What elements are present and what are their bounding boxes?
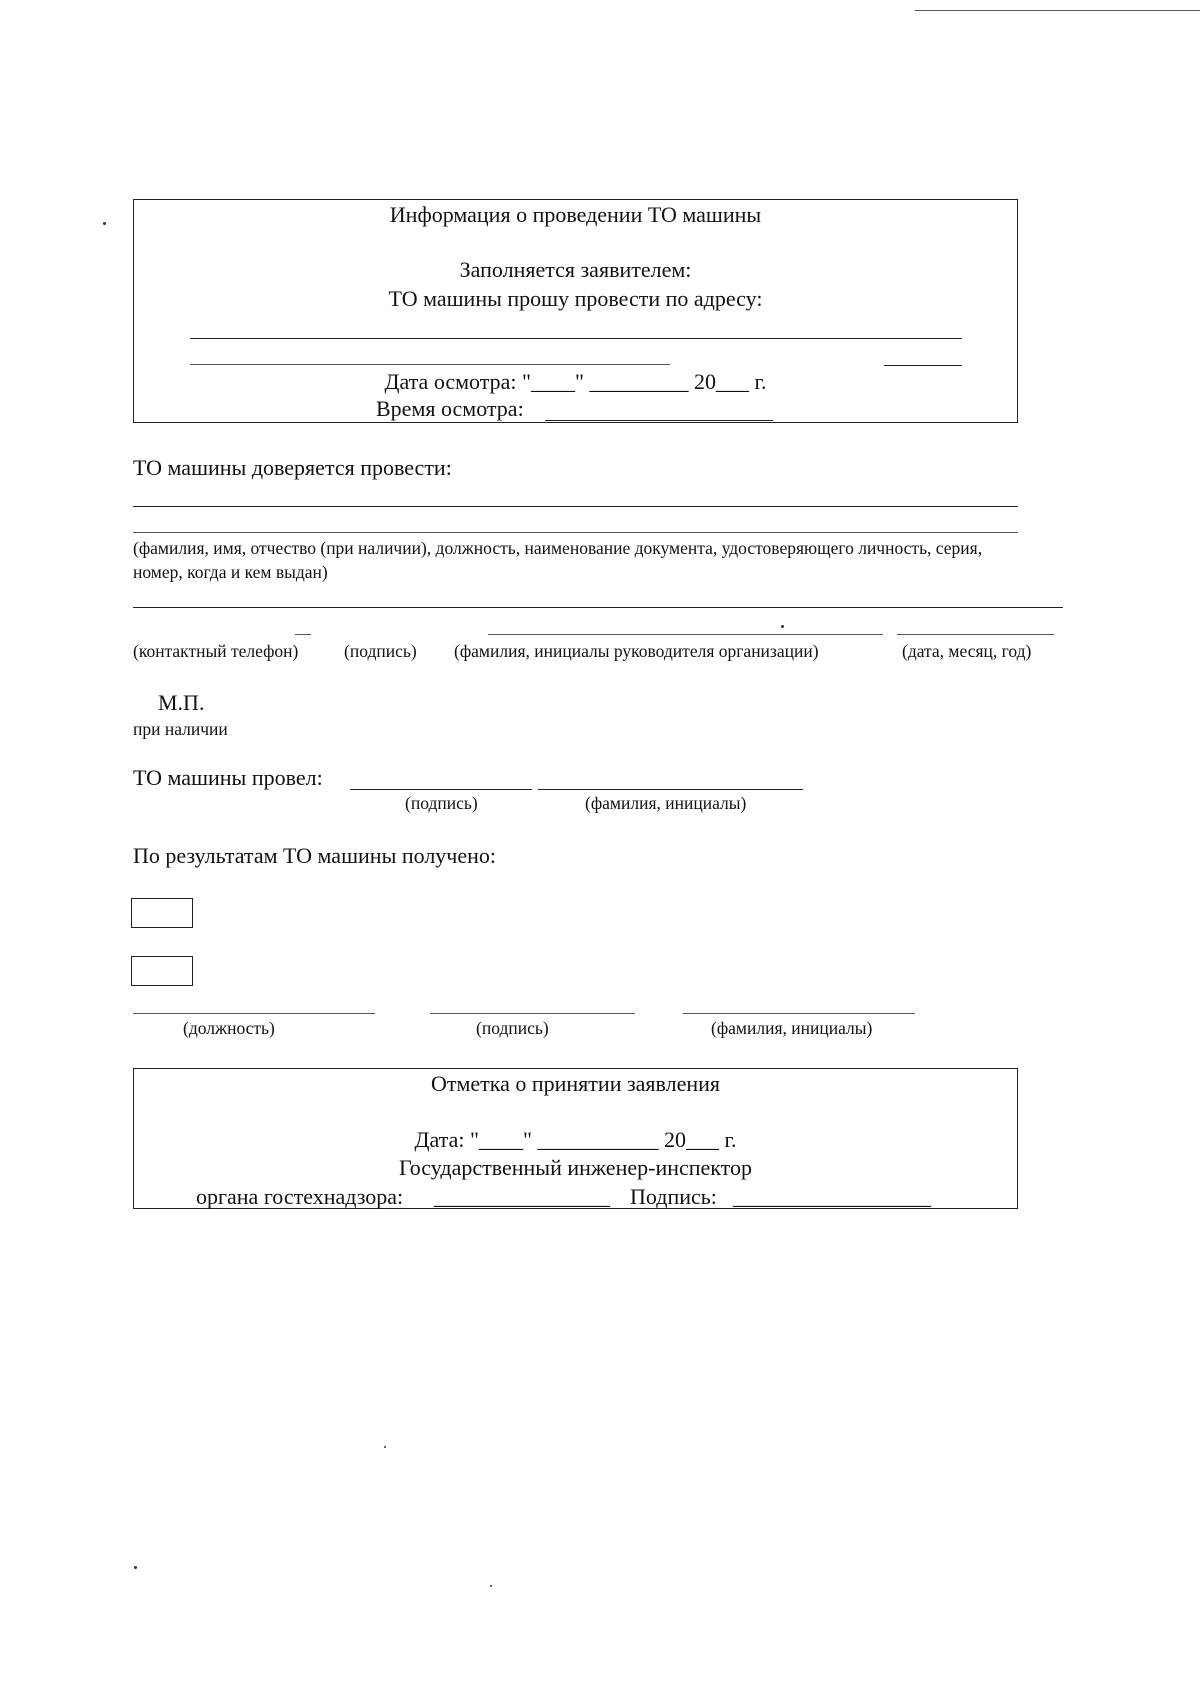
performed-caption-name: (фамилия, инициалы) xyxy=(585,793,747,813)
date-field[interactable] xyxy=(897,634,1054,635)
stamp-mp: М.П. xyxy=(158,690,205,715)
caption-date: (дата, месяц, год) xyxy=(902,641,1032,661)
scan-speck xyxy=(781,625,784,628)
caption-phone: (контактный телефон) xyxy=(133,641,299,661)
result-checkbox-2[interactable] xyxy=(131,956,193,986)
acceptance-date-label: Дата: "____" ___________ 20___ г. xyxy=(414,1127,737,1152)
signature-label: Подпись: xyxy=(630,1184,717,1209)
official-caption-signature: (подпись) xyxy=(476,1018,549,1038)
performed-caption-signature: (подпись) xyxy=(405,793,478,813)
caption-signature: (подпись) xyxy=(344,641,417,661)
filled-by-label: Заполняется заявителем: xyxy=(459,257,692,282)
address-field-line-2[interactable] xyxy=(190,364,670,365)
performed-name-field[interactable] xyxy=(538,789,803,790)
stamp-if-any: при наличии xyxy=(133,719,228,739)
info-box-title: Информация о проведении ТО машины xyxy=(389,202,762,227)
official-caption-name: (фамилия, инициалы) xyxy=(711,1018,873,1038)
organ-field[interactable]: ________________ xyxy=(434,1184,610,1209)
address-field-line-2-end[interactable] xyxy=(884,365,962,366)
official-position-field[interactable] xyxy=(133,1013,375,1014)
official-signature-field[interactable] xyxy=(430,1013,635,1014)
head-name-field[interactable] xyxy=(488,634,883,635)
inspector-label: Государственный инженер-инспектор xyxy=(398,1155,753,1180)
acceptance-title: Отметка о принятии заявления xyxy=(430,1071,721,1096)
trust-label: ТО машины доверяется провести: xyxy=(133,455,452,480)
official-caption-position: (должность) xyxy=(183,1018,275,1038)
trustee-field-line-2[interactable] xyxy=(133,532,1018,533)
inspection-time-field[interactable] xyxy=(545,420,773,421)
trustee-field-line-3[interactable] xyxy=(133,607,1063,608)
result-checkbox-1[interactable] xyxy=(131,898,193,928)
results-label: По результатам ТО машины получено: xyxy=(133,843,497,868)
performed-signature-field[interactable] xyxy=(350,789,532,790)
scan-edge-line xyxy=(915,10,1200,11)
performed-label: ТО машины провел: xyxy=(133,765,323,790)
inspection-date-label: Дата осмотра: "____" _________ 20___ г. xyxy=(384,369,767,394)
caption-head-name: (фамилия, инициалы руководителя организации) xyxy=(454,641,819,661)
trustee-field-line-1[interactable] xyxy=(133,506,1018,507)
scan-speck xyxy=(490,1585,492,1587)
inspection-time-label: Время осмотра: xyxy=(376,396,524,421)
trustee-caption-line-2: номер, когда и кем выдан) xyxy=(133,562,328,582)
address-field-line-1[interactable] xyxy=(190,338,962,339)
trustee-caption-line-1: (фамилия, имя, отчество (при наличии), должность, наименование документа, удостоверяющего личность, серия, xyxy=(133,538,983,558)
scan-speck xyxy=(384,1446,386,1448)
scan-speck xyxy=(134,1566,137,1569)
official-name-field[interactable] xyxy=(683,1013,915,1014)
scan-speck xyxy=(103,222,106,225)
address-request-label: ТО машины прошу провести по адресу: xyxy=(388,286,763,311)
signature-field[interactable]: __________________ xyxy=(733,1184,931,1209)
organ-label: органа гостехнадзора: xyxy=(196,1184,404,1209)
phone-field[interactable] xyxy=(295,634,311,635)
